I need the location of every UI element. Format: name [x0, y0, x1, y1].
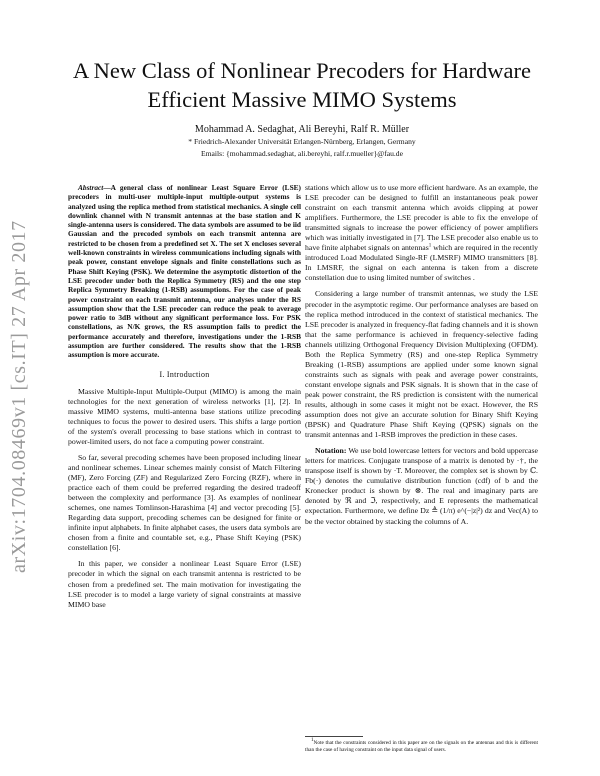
paper-title [40, 56, 564, 114]
intro-paragraph-1: Massive Multiple-Input Multiple-Output (MIMO) is among the main technologies for the next generation of wireless networks [1], [2]. In massive MIMO systems, multi-antenna base stations utilize precoding techniques to focus the power to desired users. This shifts a large portion of the system's overall processing to base stations which in contrast to power-limited users, do not face a computing power constraint. [68, 386, 301, 446]
authors: Mohammad A. Sedaghat, Ali Bereyhi, Ralf R. Müller [194, 124, 410, 135]
title-line-2: Efficient Massive MIMO Systems [147, 87, 457, 112]
notation-label: Notation: [315, 446, 347, 456]
abstract-lead: Abstract [78, 183, 104, 192]
continued-text-b: which are required in the recently introduced Load Modulated Single-RF (LMSRF) MIMO transmitters [8]. In LMSRF, the signal on each antenna is taken from a discrete constellation due to using limited number of switches . [305, 243, 538, 283]
title-line-1: A New Class of Nonlinear Precoders for Hardware [73, 58, 531, 83]
footnote-text: Note that the constraints considered in this paper are on the signals on the antennas and this is different than the case of having constraint on the input data signal of users. [305, 740, 538, 753]
intro-paragraph-3-continued [305, 183, 538, 283]
arxiv-stamp [8, 195, 30, 575]
intro-paragraph-4: Considering a large number of transmit antennas, we study the LSE precoder in the asymptotic regime. Our performance analyses are based on the replica method introduced in the context of statistical mechanics. The LSE precoder is analyzed in frequency-flat fading channels and it is shown that the same performance is achieved in frequency-selective fading channels utilizing Orthogonal Frequency Division Multiplexing (OFDM). Both the Replica Symmetry (RS) and one-step Replica Symmetry Breaking (1-RSB) assumptions are applied under some known signal constraints such as signals with peak and average power constraints, constant envelope signals and PSK signals. It is shown that in the case of peak power constraint, the RS prediction is consistent with the numerical results, although in some cases it might not be exact. However, the RS assumption does not give an accurate solution for Binary Shift Keying (BPSK) and Quadrature Phase Shift Keying (QPSK) signals on the transmit antennas and 1-RSB improves the prediction in these cases. [305, 289, 538, 440]
intro-paragraph-3: In this paper, we consider a nonlinear Least Square Error (LSE) precoder in which the signal on each transmit antenna is restricted to be chosen from a predefined set. The main motivation for investigating the LSE precoder is to model a large variety of signal constraints at massive MIMO base [68, 559, 301, 609]
abstract-text: —A general class of nonlinear Least Square Error (LSE) precoders in multi-user multiple-input multiple-output systems is analyzed using the replica method from statistical mechanics. A single cell downlink channel with N transmit antennas at the base station and K single-antenna users is considered. The data symbols are assumed to be iid Gaussian and the precoded symbols on each transmit antenna are restricted to be chosen from a predefined set X. The set X encloses several well-known constraints in wireless communications including signals with peak power, constant envelope signals and finite constellations such as Phase Shift Keying (PSK). We determine the asymptotic distortion of the LSE precoder under both the Replica Symmetry (RS) and the one step Replica Symmetry Breaking (1-RSB) assumptions. For the case of peak power constraint on each transmit antenna, our analyses under the RS assumption show that the LSE precoder can reduce the peak to average power ratio to 3dB without any significant performance loss. For PSK constellations, as N/K grows, the RS assumption fails to predict the performance accurately and therefore, investigations under the 1-RSB assumption are further considered. The results show that the 1-RSB assumption is more accurate. [68, 183, 301, 360]
intro-paragraph-2: So far, several precoding schemes have been proposed including linear and nonlinear schemes. Linear schemes mainly consist of Match Filtering (MF), Zero Forcing (ZF) and Regularized Zero Forcing (RZF), where in practice each of them could be preferred regarding the desired tradeoff between the complexity and performance [3]. As examples of nonlinear schemes, one names Tomlinson-Harashima [4] and vector precoding [5]. Regarding data support, precoding schemes can be designed for finite or infinite input alphabets. In finite alphabet cases, the users data symbols are chosen from a finite and countable set, e.g., Phase Shift Keying (PSK) constellation [6]. [68, 452, 301, 553]
notation-text: We use bold lowercase letters for vectors and bold uppercase letters for matrices. Conjugate transpose of a matrix is denoted by ·†, the transpose itself is shown by ·T. Moreover, the complex set is shown by ℂ. Fb(·) denotes the cumulative distribution function (cdf) of b and the Kronecker product is shown by ⊗. The real and imaginary parts are denoted by ℜ and ℑ, respectively, and E represents the mathematical expectation. Furthermore, we define Dz ≜ (1/π) e^(−|z|²) dz and Vec(A) to be the vector obtained by stacking the columns of A. [305, 446, 538, 526]
abstract [68, 183, 301, 360]
footnote-marker: 1 [428, 243, 432, 249]
notation-paragraph [305, 446, 538, 526]
section-heading-introduction: I. Introduction [159, 369, 210, 379]
emails: Emails: {mohammad.sedaghat, ali.bereyhi, ralf.r.mueller}@fau.de [201, 149, 403, 158]
continued-text-a: stations which allow us to use more efficient hardware. As an example, the LSE precoder can be designed to fulfill an instantaneous peak power constraint on each transmit antenna which avoids clipping at power amplifiers. Furthermore, the LSE precoder is able to fix the envelope of transmitted signals to increase the power efficiency of power amplifiers which was initially investigated in [7]. The LSE precoder also enable us to have finite alphabet signals on antennas [305, 183, 538, 253]
right-column [305, 183, 538, 527]
arxiv-id: arXiv:1704.08469v1 [cs.IT] 27 Apr 2017 [8, 220, 30, 573]
footnote-number: 1 [311, 738, 314, 744]
footnote-rule [305, 736, 363, 737]
left-column [68, 183, 301, 610]
footnote [305, 740, 538, 754]
affiliation: * Friedrich-Alexander Universität Erlangen-Nürnberg, Erlangen, Germany [188, 137, 416, 146]
